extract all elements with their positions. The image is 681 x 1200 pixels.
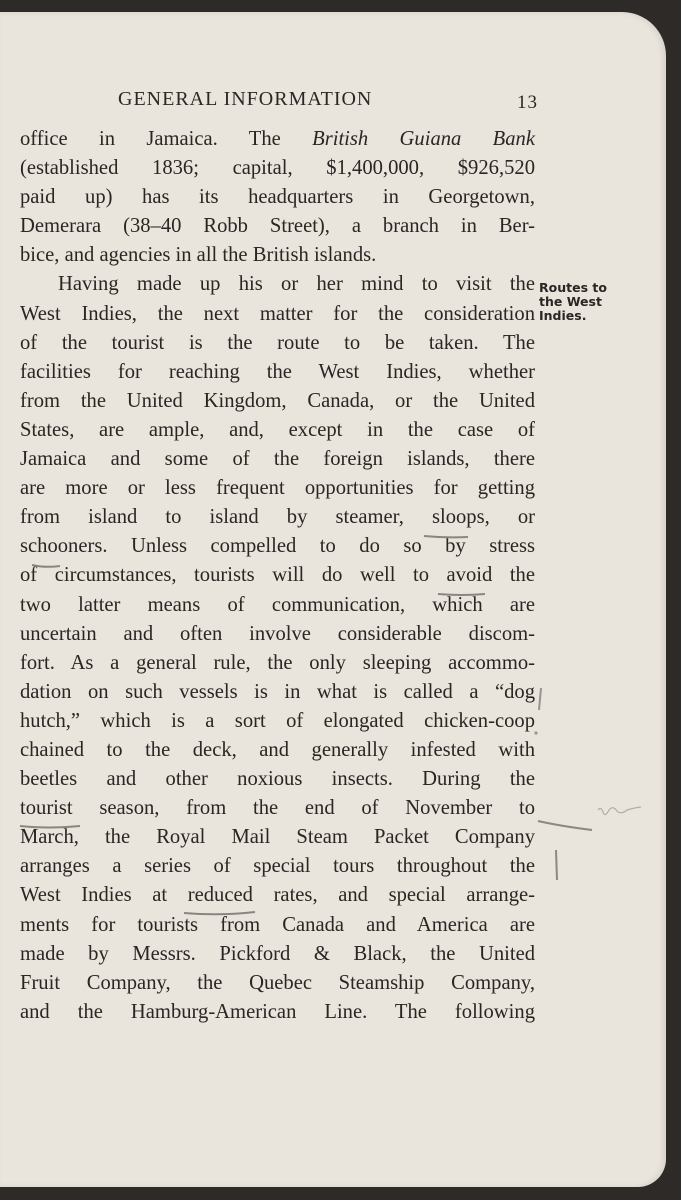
text-line	[20, 591, 535, 620]
text-line	[20, 765, 535, 794]
text-segment: (established 1836; capital, $1,400,000, $926,520	[20, 157, 535, 180]
text-line	[20, 852, 535, 881]
text-segment: two latter means of communication, which are	[20, 593, 535, 616]
text-line	[20, 154, 535, 183]
text-segment: dation on such vessels is in what is called a “dog	[20, 680, 535, 703]
text-segment: office in Jamaica. The	[20, 128, 313, 150]
text-segment: of the tourist is the route to be taken. The	[20, 331, 535, 354]
text-line	[20, 212, 535, 241]
text-line	[20, 358, 535, 387]
text-line	[20, 416, 535, 445]
text-segment: West Indies, the next matter for the consideration	[20, 302, 535, 325]
text-line	[20, 561, 535, 590]
text-segment: beetles and other noxious insects. During the	[20, 768, 535, 791]
text-line	[20, 300, 535, 329]
text-segment: from island to island by steamer, sloops, or	[20, 506, 535, 529]
running-header	[118, 88, 538, 112]
text-line	[20, 387, 535, 416]
running-head-title: GENERAL INFORMATION	[118, 88, 373, 110]
text-line	[20, 125, 535, 154]
page-number: 13	[517, 92, 538, 113]
marginal-note-line: Routes to	[539, 280, 607, 295]
body-text	[20, 125, 535, 1027]
marginal-note-line: the West	[539, 294, 602, 309]
pencil-marks	[530, 680, 670, 900]
text-segment: Jamaica and some of the foreign islands, there	[20, 448, 535, 471]
text-line	[20, 707, 535, 736]
text-segment: March, the Royal Mail Steam Packet Company	[20, 826, 535, 849]
text-line	[20, 329, 535, 358]
text-segment: Fruit Company, the Quebec Steamship Company,	[20, 971, 535, 994]
text-segment: West Indies at reduced rates, and special arrange-	[20, 884, 535, 907]
text-line	[20, 532, 535, 561]
text-segment: uncertain and often involve considerable discom-	[20, 622, 535, 645]
text-line	[20, 794, 535, 823]
text-line	[20, 736, 535, 765]
text-line	[20, 649, 535, 678]
text-line	[20, 881, 535, 910]
text-line	[20, 911, 535, 940]
text-line	[20, 620, 535, 649]
text-segment: States, are ample, and, except in the case of	[20, 418, 535, 441]
text-segment: from the United Kingdom, Canada, or the United	[20, 389, 535, 412]
text-segment: facilities for reaching the West Indies, whether	[20, 360, 535, 383]
text-segment: fort. As a general rule, the only sleeping accommo-	[20, 651, 535, 674]
marginal-note-line: Indies.	[539, 308, 587, 323]
text-segment: schooners. Unless compelled to do so by stress	[20, 535, 535, 558]
text-segment: arranges a series of special tours throughout the	[20, 855, 535, 878]
text-line	[20, 940, 535, 969]
text-segment: paid up) has its headquarters in Georgetown,	[20, 186, 535, 209]
text-line	[20, 998, 535, 1027]
text-segment: and the Hamburg-American Line. The following	[20, 1000, 535, 1023]
text-segment: are more or less frequent opportunities for getting	[20, 477, 535, 500]
text-line	[20, 969, 535, 998]
text-segment: hutch,” which is a sort of elongated chicken-coop	[20, 709, 535, 732]
text-line	[20, 823, 535, 852]
text-line	[20, 503, 535, 532]
text-line	[20, 678, 535, 707]
italic-text: British Guiana Bank	[312, 128, 535, 150]
text-segment: tourist season, from the end of November to	[20, 797, 535, 820]
text-segment: Demerara (38–40 Robb Street), a branch in Ber-	[20, 215, 535, 238]
text-line	[20, 270, 535, 299]
text-segment: chained to the deck, and generally infested with	[20, 738, 535, 761]
text-line	[20, 241, 535, 270]
text-line	[20, 445, 535, 474]
marginal-note	[539, 281, 629, 323]
text-line	[20, 183, 535, 212]
text-segment: Having made up his or her mind to visit the	[58, 273, 535, 296]
text-segment: made by Messrs. Pickford & Black, the United	[20, 942, 535, 965]
text-segment: of circumstances, tourists will do well to avoid the	[20, 564, 535, 587]
text-segment: ments for tourists from Canada and America are	[20, 913, 535, 936]
text-line	[20, 474, 535, 503]
text-segment: bice, and agencies in all the British islands.	[20, 244, 377, 267]
